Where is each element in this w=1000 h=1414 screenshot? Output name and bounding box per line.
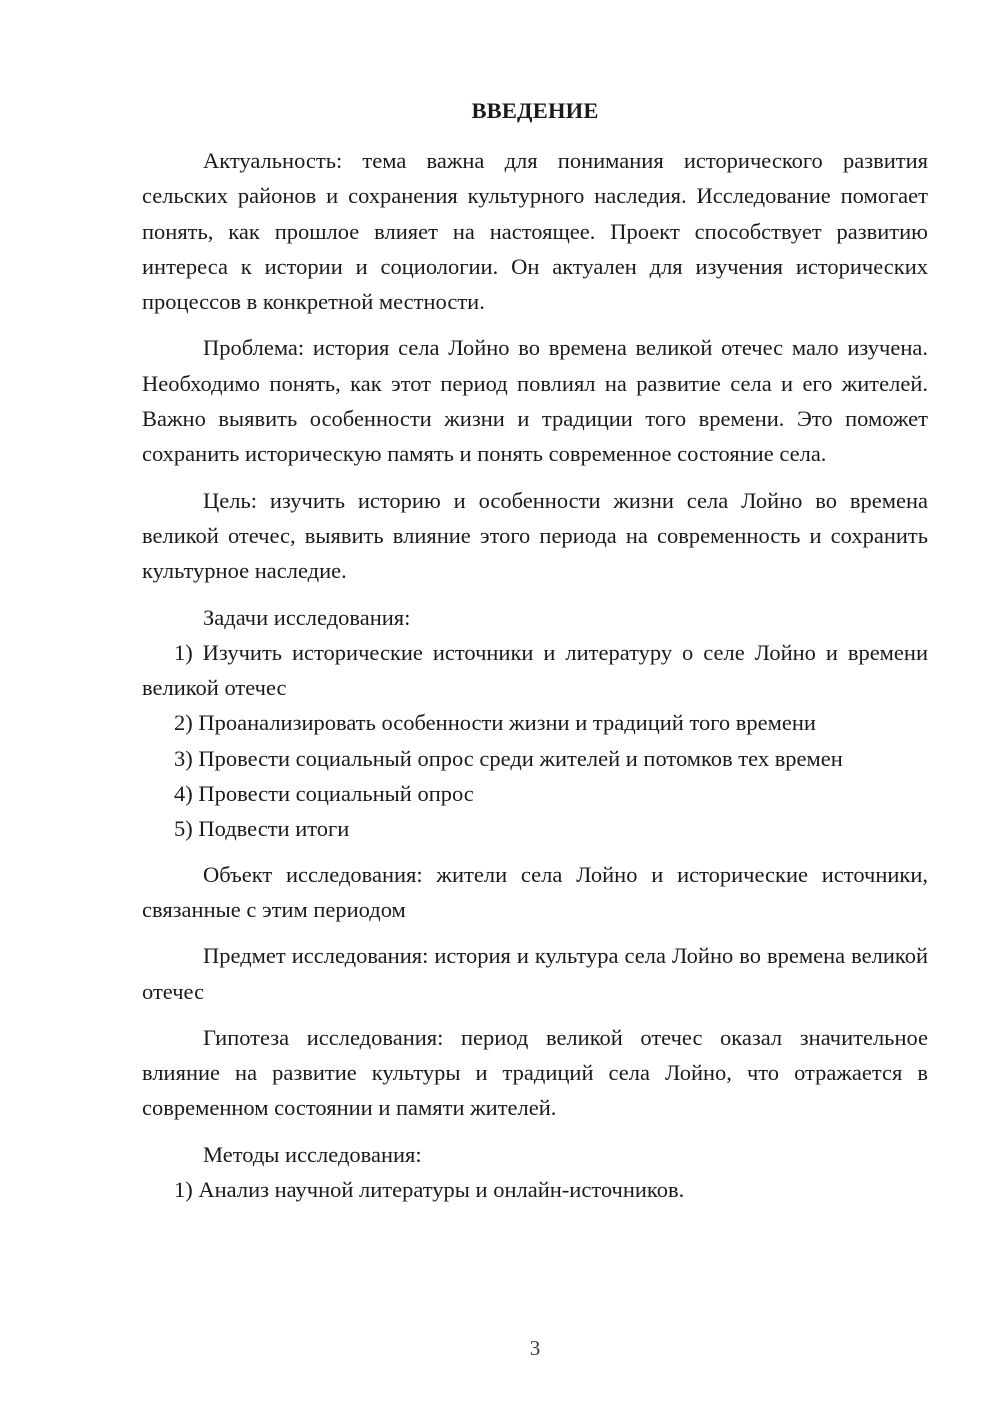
- task-item-1: 1) Изучить исторические источники и литературу о селе Лойно и времени великой отечес: [142, 639, 928, 701]
- task-item-3: 3) Провести социальный опрос среди жителей и потомков тех времен: [174, 745, 843, 771]
- hypothesis-paragraph: Гипотеза исследования: период великой отечес оказал значительное влияние на развитие культуры и традиций села Лойно, что отражается в современном состоянии и памяти жителей.: [142, 1024, 928, 1121]
- subject-paragraph: Предмет исследования: история и культура села Лойно во времена великой отечес: [142, 943, 928, 1004]
- page-number: 3: [529, 1336, 541, 1360]
- problem-paragraph: Проблема: история села Лойно во времена великой отечес мало изучена. Необходимо понять, как этот период повлиял на развитие села и его жителей. Важно выявить особенности жизни и традиции того времени. Это поможет сохранить историческую память и понять современное состояние села.: [142, 335, 928, 467]
- goal-paragraph: Цель: изучить историю и особенности жизни села Лойно во времена великой отечес, выявить влияние этого периода на современность и сохранить культурное наследие.: [142, 487, 928, 584]
- tasks-heading: Задачи исследования:: [203, 604, 411, 630]
- relevance-paragraph: Актуальность: тема важна для понимания исторического развития сельских районов и сохранения культурного наследия. Исследование помогает понять, как прошлое влияет на настоящее. Проект способствует развитию интереса к истории и социологии. Он актуален для изучения исторических процессов в конкретной местности.: [142, 148, 928, 315]
- task-item-5: 5) Подвести итоги: [174, 816, 350, 842]
- method-item-1: 1) Анализ научной литературы и онлайн-источников.: [174, 1177, 685, 1203]
- methods-heading: Методы исследования:: [203, 1141, 422, 1167]
- object-paragraph: Объект исследования: жители села Лойно и исторические источники, связанные с этим периодом: [142, 861, 928, 922]
- document-body: [142, 143, 928, 1207]
- task-item-4: 4) Провести социальный опрос: [174, 781, 474, 807]
- task-item-2: 2) Проанализировать особенности жизни и традиций того времени: [174, 710, 816, 736]
- section-title: ВВЕДЕНИЕ: [471, 98, 599, 123]
